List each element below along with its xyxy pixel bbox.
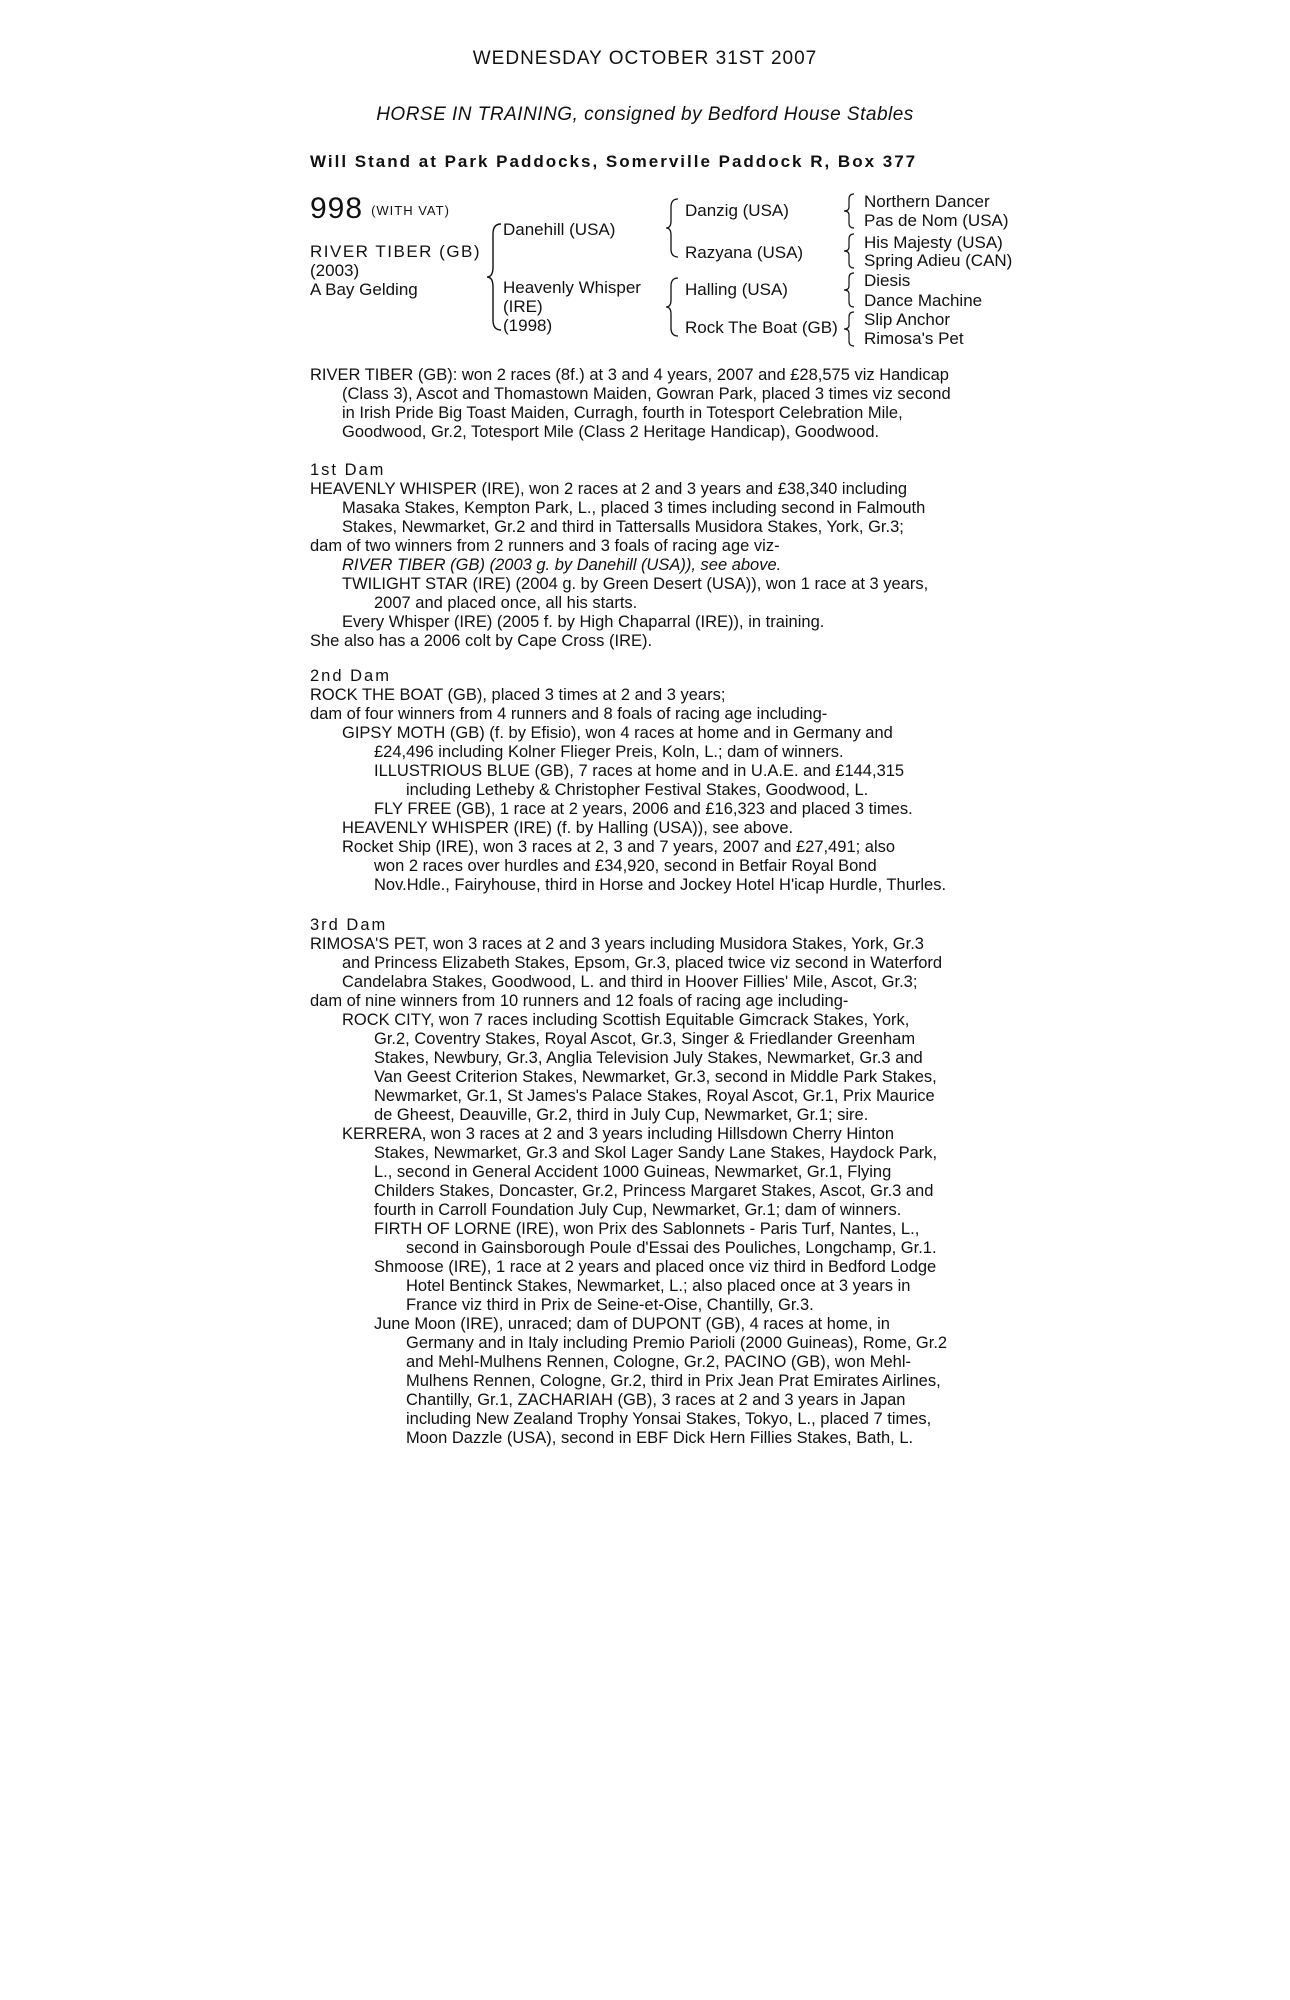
dam-line: GIPSY MOTH (GB) (f. by Efisio), won 4 races at home and in Germany and	[342, 724, 893, 742]
dam-line: HEAVENLY WHISPER (IRE) (f. by Halling (USA)), see above.	[342, 819, 794, 837]
pedigree-g3-1: Northern Dancer	[864, 192, 990, 211]
third-dam-section	[310, 916, 1010, 1448]
dam-line: Every Whisper (IRE) (2005 f. by High Chaparral (IRE)), in training.	[342, 613, 825, 631]
third-dam-heading: 3rd Dam	[310, 916, 388, 934]
horse-performance	[310, 366, 1010, 442]
second-dam-section	[310, 667, 1010, 895]
dam-line: Chantilly, Gr.1, ZACHARIAH (GB), 3 races at 2 and 3 years in Japan	[406, 1391, 906, 1409]
dam-line: Hotel Bentinck Stakes, Newmarket, L.; also placed once at 3 years in	[406, 1277, 911, 1295]
dam-line: Van Geest Criterion Stakes, Newmarket, Gr.3, second in Middle Park Stakes,	[374, 1068, 937, 1086]
lot-number	[310, 192, 450, 226]
horse-year: (2003)	[310, 261, 360, 280]
performance-line: RIVER TIBER (GB): won 2 races (8f.) at 3 and 4 years, 2007 and £28,575 viz Handicap	[310, 366, 949, 384]
horse-description: A Bay Gelding	[310, 280, 418, 299]
horse-identity	[310, 242, 481, 299]
dam-line: 2007 and placed once, all his starts.	[374, 594, 638, 612]
pedigree-dam	[503, 278, 641, 335]
pedigree-dam-sire: Halling (USA)	[685, 280, 788, 299]
dam-line: dam of four winners from 4 runners and 8 foals of racing age including-	[310, 705, 828, 723]
dam-line: KERRERA, won 3 races at 2 and 3 years including Hillsdown Cherry Hinton	[342, 1125, 895, 1143]
dam-line: and Princess Elizabeth Stakes, Epsom, Gr.3, placed twice viz second in Waterford	[342, 954, 943, 972]
performance-line: (Class 3), Ascot and Thomastown Maiden, Gowran Park, placed 3 times viz second	[342, 385, 951, 403]
dam-line: France viz third in Prix de Seine-et-Oise, Chantilly, Gr.3.	[406, 1296, 814, 1314]
pedigree-sire: Danehill (USA)	[503, 220, 616, 239]
pedigree-dam-name: Heavenly Whisper	[503, 278, 641, 297]
pedigree-brace-sire	[664, 197, 682, 259]
dam-line: including New Zealand Trophy Yonsai Stakes, Tokyo, L., placed 7 times,	[406, 1410, 932, 1428]
pedigree-brace-dam	[664, 276, 682, 338]
consignment-subtitle: HORSE IN TRAINING, consigned by Bedford House Stables	[376, 104, 914, 125]
dam-line: RIVER TIBER (GB) (2003 g. by Danehill (USA)), see above.	[342, 556, 782, 574]
dam-line: dam of two winners from 2 runners and 3 foals of racing age viz-	[310, 537, 780, 555]
pedigree-brace-g3-4	[843, 311, 857, 347]
dam-line: June Moon (IRE), unraced; dam of DUPONT (GB), 4 races at home, in	[374, 1315, 890, 1333]
dam-line: L., second in General Accident 1000 Guineas, Newmarket, Gr.1, Flying	[374, 1163, 892, 1181]
dam-line: Mulhens Rennen, Cologne, Gr.2, third in Prix Jean Prat Emirates Airlines,	[406, 1372, 941, 1390]
dam-line: TWILIGHT STAR (IRE) (2004 g. by Green Desert (USA)), won 1 race at 3 years,	[342, 575, 929, 593]
dam-line: won 2 races over hurdles and £34,920, second in Betfair Royal Bond	[374, 857, 877, 875]
dam-line: Stakes, Newmarket, Gr.3 and Skol Lager Sandy Lane Stakes, Haydock Park,	[374, 1144, 938, 1162]
dam-line: RIMOSA'S PET, won 3 races at 2 and 3 years including Musidora Stakes, York, Gr.3	[310, 935, 924, 953]
dam-line: ROCK THE BOAT (GB), placed 3 times at 2 and 3 years;	[310, 686, 726, 704]
dam-line: including Letheby & Christopher Festival Stakes, Goodwood, L.	[406, 781, 869, 799]
pedigree-brace-g3-3	[843, 272, 857, 308]
dam-line: Childers Stakes, Doncaster, Gr.2, Princess Margaret Stakes, Ascot, Gr.3 and	[374, 1182, 934, 1200]
sale-date: WEDNESDAY OCTOBER 31ST 2007	[472, 48, 818, 69]
pedigree-g3-2: Pas de Nom (USA)	[864, 211, 1009, 230]
dam-line: Masaka Stakes, Kempton Park, L., placed 3 times including second in Falmouth	[342, 499, 926, 517]
dam-line: and Mehl-Mulhens Rennen, Cologne, Gr.2, PACINO (GB), won Mehl-	[406, 1353, 911, 1371]
dam-line: Moon Dazzle (USA), second in EBF Dick Hern Fillies Stakes, Bath, L.	[406, 1429, 914, 1447]
performance-line: in Irish Pride Big Toast Maiden, Curragh, fourth in Totesport Celebration Mile,	[342, 404, 903, 422]
pedigree-dam-dam: Rock The Boat (GB)	[685, 318, 838, 337]
pedigree-brace-g3-1	[843, 193, 857, 229]
second-dam-heading: 2nd Dam	[310, 667, 391, 685]
dam-line: Rocket Ship (IRE), won 3 races at 2, 3 and 7 years, 2007 and £27,491; also	[342, 838, 896, 856]
dam-line: Shmoose (IRE), 1 race at 2 years and placed once viz third in Bedford Lodge	[374, 1258, 937, 1276]
pedigree-dam-country: (IRE)	[503, 297, 543, 316]
dam-line: Newmarket, Gr.1, St James's Palace Stakes, Royal Ascot, Gr.1, Prix Maurice	[374, 1087, 935, 1105]
dam-line: HEAVENLY WHISPER (IRE), won 2 races at 2 and 3 years and £38,340 including	[310, 480, 908, 498]
dam-line: de Gheest, Deauville, Gr.2, third in July Cup, Newmarket, Gr.1; sire.	[374, 1106, 869, 1124]
pedigree-sire-dam: Razyana (USA)	[685, 243, 804, 262]
dam-line: Germany and in Italy including Premio Parioli (2000 Guineas), Rome, Gr.2	[406, 1334, 948, 1352]
dam-line: FLY FREE (GB), 1 race at 2 years, 2006 and £16,323 and placed 3 times.	[374, 800, 913, 818]
dam-line: Stakes, Newbury, Gr.3, Anglia Television July Stakes, Newmarket, Gr.3 and	[374, 1049, 923, 1067]
dam-line: Candelabra Stakes, Goodwood, L. and third in Hoover Fillies' Mile, Ascot, Gr.3;	[342, 973, 918, 991]
dam-line: £24,496 including Kolner Flieger Preis, Koln, L.; dam of winners.	[374, 743, 844, 761]
pedigree-g3-8: Rimosa's Pet	[864, 329, 964, 348]
dam-line: fourth in Carroll Foundation July Cup, Newmarket, Gr.1; dam of winners.	[374, 1201, 902, 1219]
first-dam-heading: 1st Dam	[310, 461, 386, 479]
vat-note: (WITH VAT)	[371, 202, 450, 218]
dam-line: FIRTH OF LORNE (IRE), won Prix des Sablonnets - Paris Turf, Nantes, L.,	[374, 1220, 920, 1238]
horse-name: RIVER TIBER (GB)	[310, 242, 482, 261]
dam-line: Stakes, Newmarket, Gr.2 and third in Tattersalls Musidora Stakes, York, Gr.3;	[342, 518, 904, 536]
lot-number-value: 998	[310, 192, 364, 225]
dam-line: dam of nine winners from 10 runners and 12 foals of racing age including-	[310, 992, 849, 1010]
pedigree-brace-g3-2	[843, 233, 857, 269]
performance-line: Goodwood, Gr.2, Totesport Mile (Class 2 Heritage Handicap), Goodwood.	[342, 423, 880, 441]
pedigree-g3-4: Spring Adieu (CAN)	[864, 251, 1013, 270]
dam-line: She also has a 2006 colt by Cape Cross (IRE).	[310, 632, 653, 650]
dam-line: ROCK CITY, won 7 races including Scottish Equitable Gimcrack Stakes, York,	[342, 1011, 910, 1029]
pedigree-g3-7: Slip Anchor	[864, 310, 950, 329]
dam-line: ILLUSTRIOUS BLUE (GB), 7 races at home and in U.A.E. and £144,315	[374, 762, 905, 780]
dam-line: Gr.2, Coventry Stakes, Royal Ascot, Gr.3, Singer & Friedlander Greenham	[374, 1030, 916, 1048]
first-dam-section	[310, 461, 1010, 651]
pedigree-g3-3: His Majesty (USA)	[864, 233, 1003, 252]
pedigree-g3-6: Dance Machine	[864, 291, 983, 310]
pedigree-sire-sire: Danzig (USA)	[685, 201, 789, 220]
stand-location: Will Stand at Park Paddocks, Somerville Paddock R, Box 377	[310, 152, 918, 171]
pedigree-g3-5: Diesis	[864, 271, 911, 290]
dam-line: second in Gainsborough Poule d'Essai des Pouliches, Longchamp, Gr.1.	[406, 1239, 937, 1257]
dam-line: Nov.Hdle., Fairyhouse, third in Horse and Jockey Hotel H'icap Hurdle, Thurles.	[374, 876, 947, 894]
pedigree-brace-main	[485, 222, 505, 332]
pedigree-dam-year: (1998)	[503, 316, 553, 335]
